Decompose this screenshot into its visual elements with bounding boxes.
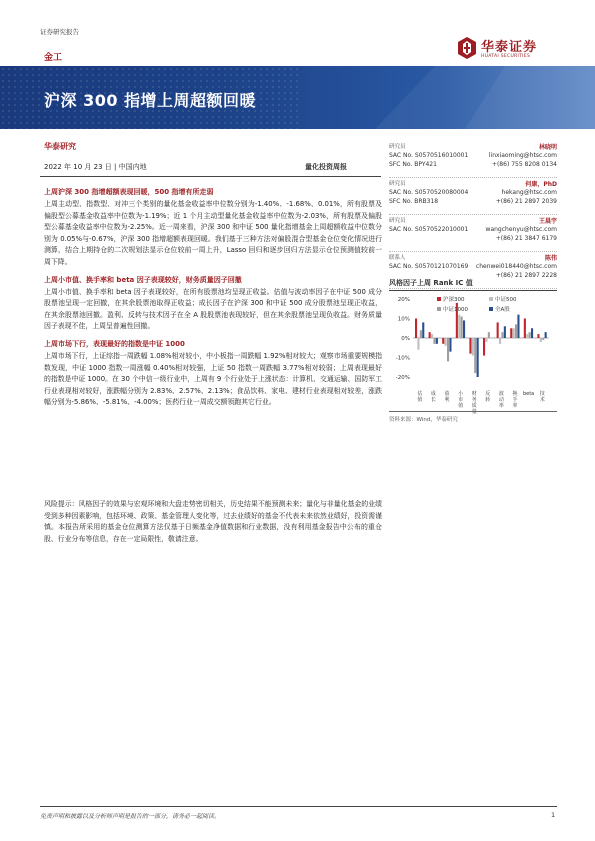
analyst-phone: +(86) 755 8208 0134 (491, 161, 557, 168)
bar-中证1000 (447, 338, 449, 361)
analyst-role: 联系人 (389, 255, 406, 261)
analyst-card (389, 216, 557, 252)
bar-中证500 (472, 338, 474, 356)
y-tick-label: 10% (397, 316, 410, 323)
analyst-email[interactable]: wangchenyu@htsc.com (485, 226, 557, 233)
bar-中证500 (499, 338, 501, 344)
bar-中证1000 (433, 338, 435, 344)
bar-中证500 (513, 328, 515, 338)
bar-全A股 (545, 332, 547, 338)
bar-中证1000 (420, 330, 422, 338)
bar-中证500 (485, 338, 487, 342)
chart-title: 风格因子上周 Rank IC 值 (389, 279, 473, 287)
analyst-phone: +(86) 21 2897 2228 (495, 272, 557, 279)
y-tick-label: -10% (395, 355, 410, 362)
bar-沪深300 (442, 338, 444, 344)
summary-section (44, 338, 382, 409)
analyst-sfc: SFC No. BRB318 (389, 198, 439, 205)
analyst-email[interactable]: chenwei018440@htsc.com (475, 263, 557, 270)
analyst-phone: +(86) 21 3847 6179 (495, 235, 557, 242)
bar-中证1000 (542, 338, 544, 340)
analyst-role: 研究员 (389, 144, 406, 150)
legend-swatch (437, 307, 441, 311)
section-heading: 上周小市值、换手率和 beta 因子表现较好，财务质量因子回撤 (44, 275, 242, 284)
section-heading: 上周市场下行，表现最好的指数是中证 1000 (44, 339, 185, 348)
analyst-card (389, 179, 557, 215)
bar-中证500 (445, 338, 447, 346)
summary-section (44, 274, 382, 333)
disclaimer-note: 免责声明和披露以及分析师声明是报告的一部分，请务必一起阅读。 (40, 813, 221, 820)
bar-全A股 (504, 326, 506, 338)
bar-全A股 (517, 315, 519, 338)
bar-沪深300 (510, 328, 512, 338)
analyst-name: 林晓明 (538, 144, 557, 151)
bar-中证500 (417, 338, 419, 350)
analyst-name: 何康，PhD (525, 181, 557, 188)
analyst-list (389, 142, 557, 290)
bar-中证1000 (461, 317, 463, 338)
bar-沪深300 (497, 322, 499, 338)
bar-沪深300 (524, 319, 526, 339)
bar-全A股 (463, 320, 465, 338)
bar-中证1000 (474, 338, 476, 373)
section-heading: 上周沪深 300 指增超额表现回暖，500 指增有所走弱 (44, 188, 214, 196)
analyst-sfc: SFC No. BPY421 (389, 161, 437, 168)
chart-divider (389, 411, 557, 412)
analyst-sac: SAC No. S0570516010001 (389, 152, 469, 159)
bar-全A股 (436, 338, 438, 344)
section-body: 上周小市值、换手率和 beta 因子表现较好，在所有股票池均呈现正收益。估值与波动率因子在中证 500 成分股票池呈现一定回撤，在其余股票池取得正收益；成长因子在沪深 300 和中证 500 成分股票池呈现正收益，在其余股票池回撤。盈利、反转与技术因子在全 A 股股票池表现较好，但在其余股票池呈现负收益。财务质量因子表现不佳，上周呈普遍性回撤。 (44, 287, 382, 331)
bar-中证500 (458, 315, 460, 338)
rank-ic-chart (389, 293, 557, 415)
x-tick-label: 估值 (417, 391, 423, 403)
page-number: 1 (551, 811, 556, 819)
bar-全A股 (449, 338, 451, 352)
analyst-sac: SAC No. S0570522010001 (389, 226, 469, 233)
legend-swatch (489, 297, 493, 301)
bar-中证500 (431, 334, 433, 338)
report-series: 量化投资周报 (305, 163, 347, 171)
bar-中证1000 (501, 332, 503, 338)
analyst-name: 陈伟 (544, 255, 557, 262)
bar-沪深300 (415, 319, 417, 339)
x-tick-label: 波动率 (498, 391, 504, 409)
analyst-role: 研究员 (389, 181, 406, 187)
y-tick-label: 0% (401, 336, 410, 342)
analyst-phone: +(86) 21 2897 2039 (495, 198, 557, 205)
legend-swatch (437, 297, 441, 301)
analyst-email[interactable]: linxiaoming@htsc.com (488, 152, 557, 159)
banner-glow (315, 66, 595, 129)
y-tick-label: 20% (397, 297, 410, 303)
section-body: 上周市场下行，上证综指一周跌幅 1.08%相对较小，中小板指一周跌幅 1.92%相对较大；观察市场重要规模指数发现，中证 1000 指数一周涨幅 0.40%相对较强，上证 50 指数一周跌幅 3.77%相对较弱；上周表现最好的指数是中证 1000。在 30 个中信一级行业中，上周有 9 个行业处于上涨状态：计算机、交通运输、国防军工行业表现相对较好，涨跌幅分别为 2.83%、2.57%、2.13%；食品饮料、家电、建材行业表现相对较差，涨跌幅分别为-5.86%、-5.81%、-4.00%；医药行业一周成交额领跑其它行业。 (44, 351, 382, 407)
logo-text: 华泰证券 (481, 40, 538, 55)
y-tick-label: -20% (395, 375, 410, 381)
bar-中证500 (540, 338, 542, 342)
analyst-name: 王晨宇 (538, 218, 557, 225)
title-banner (0, 66, 595, 129)
bar-沪深300 (537, 334, 539, 338)
report-date: 2022 年 10 月 23 日 | 中国内地 (44, 163, 147, 171)
footer-divider (40, 806, 557, 807)
x-tick-label: 技术 (539, 391, 545, 403)
bar-沪深300 (483, 338, 485, 356)
company-logo (456, 36, 566, 66)
legend-label: 沪深300 (443, 297, 465, 303)
bar-沪深300 (469, 338, 471, 354)
summary-sections (44, 186, 382, 414)
analyst-sac: SAC No. S0570520080004 (389, 189, 469, 196)
x-tick-label: 小市值 (458, 391, 464, 409)
divider (40, 176, 381, 177)
bar-沪深300 (429, 332, 431, 338)
x-tick-label: 财务质量 (471, 391, 477, 415)
legend-swatch (489, 307, 493, 311)
report-title: 沪深 300 指增上周超额回暖 (44, 91, 257, 110)
legend-label: 中证1000 (443, 307, 468, 313)
bar-全A股 (422, 322, 424, 338)
bar-中证1000 (488, 332, 490, 338)
x-tick-label: 成长 (430, 391, 436, 403)
legend-label: 全A股 (495, 307, 510, 313)
legend-label: 中证500 (495, 297, 517, 303)
summary-section (44, 186, 382, 269)
bar-全A股 (477, 338, 479, 377)
category-label: 金工 (44, 53, 63, 63)
huatai-logo-icon (456, 36, 478, 60)
bar-中证1000 (515, 324, 517, 338)
research-label: 华泰研究 (44, 142, 76, 151)
bar-中证1000 (529, 332, 531, 338)
section-body: 上周主动型、指数型、对冲三个类别的量化基金收益率中位数分别为-1.40%、-1.68%、0.01%，所有股票及偏股型公募基金收益率中位数为-1.19%；近 1 个月主动型量化基金收益率中位数为-2.03%，所有股票及偏股型公募基金收益率中位数为-2.25%。近一周来看，沪深 300 和中证 500 量化指增基金上周超额收益中位数分别为 0.05%与-0.67%，沪深 300 指增超额表现回暖。我们基于三种方法对偏股混合型基金仓位变化情况进行测算，结合上期持仓的二次规划法显示仓位较前一周上升，Lasso 回归和逐步回归方法显示仓位预测值较前一周下降。 (44, 200, 382, 266)
x-tick-label: beta (522, 391, 535, 397)
analyst-card (389, 142, 557, 178)
bar-中证500 (526, 334, 528, 338)
analyst-sac: SAC No. S0570121070169 (389, 263, 469, 270)
chart-source: 资料来源：Wind，华泰研究 (389, 417, 458, 423)
bar-全A股 (531, 328, 533, 338)
x-tick-label: 反转 (485, 391, 491, 403)
risk-warning: 风险提示：风格因子的效果与宏观环境和大盘走势密切相关，历史结果不能预测未来；量化与非量化基金的业绩受到多种因素影响，包括环境、政策、基金管理人变化等，过去业绩好的基金不代表未来依然业绩好，投资需谨慎。本报告所采用的基金仓位测算方法仅基于日频基金净值数据和行业数据，没有利用基金报告中公布的重仓股、行业分布等信息，存在一定局限性，敬请注意。 (44, 500, 382, 543)
logo-subtext: HUATAI SECURITIES (481, 54, 531, 59)
report-type-label: 证券研究报告 (40, 28, 79, 36)
x-tick-label: 盈利 (444, 391, 450, 403)
analyst-email[interactable]: hekang@htsc.com (501, 189, 557, 196)
x-tick-label: 换手率 (512, 391, 518, 409)
chart-divider (389, 290, 557, 291)
analyst-role: 研究员 (389, 218, 406, 224)
